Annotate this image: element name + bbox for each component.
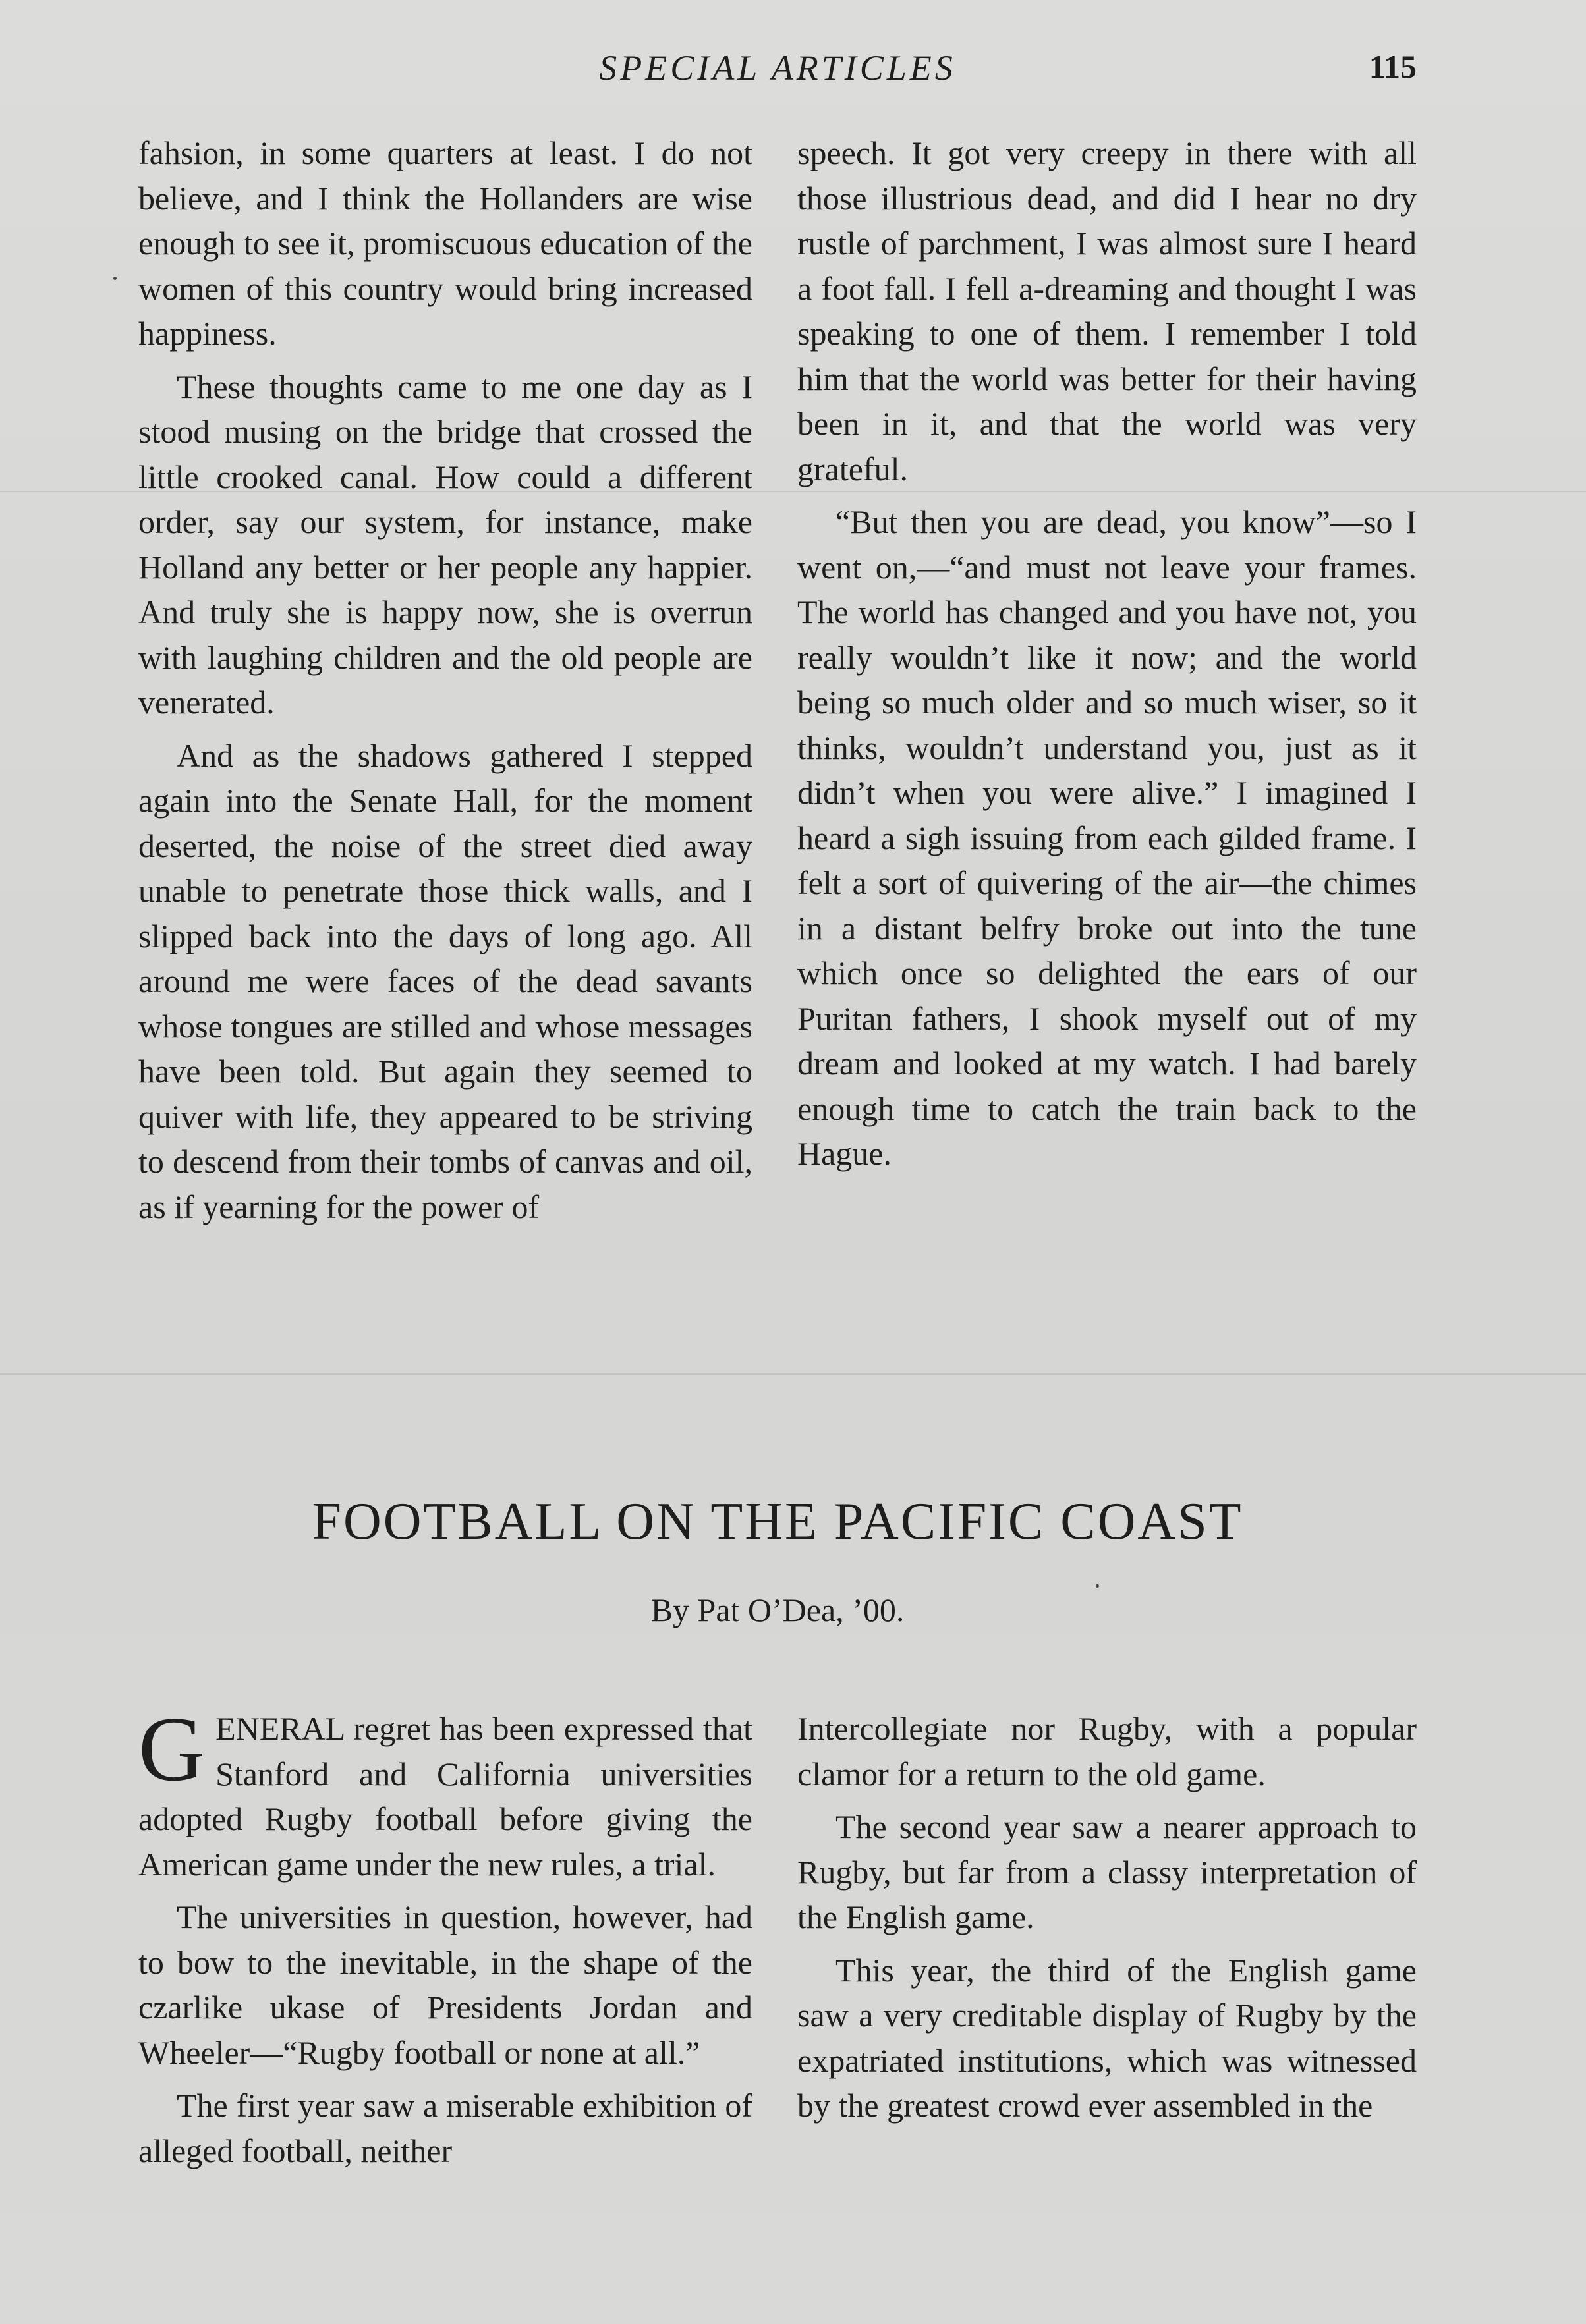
bottom-left-column [138,1698,752,2173]
ink-speck [1096,1584,1099,1588]
paragraph: This year, the third of the English game saw a very creditable display of Rugby by the expatriated institutions, which was witnessed by the greatest crowd ever assembled in the [797,1951,1417,2124]
article-title: FOOTBALL ON THE PACIFIC COAST [312,1493,1243,1551]
top-right-column [797,130,1417,1176]
paragraph: These thoughts came to me one day as I stood musing on the bridge that crossed the little crooked canal. How could a different order, say our system, for instance, make Holland any better or her people any happier. And truly she is happy now, she is overrun with laughing children and the old people are venerated. [138,368,752,721]
paragraph: Intercollegiate nor Rugby, with a popular clamor for a return to the old game. [797,1710,1417,1792]
paragraph: fahsion, in some quarters at least. I do not believe, and I think the Hollanders are wise enough to see it, promiscuous education of the women of this country would bring increased happiness. [138,134,752,352]
opening-paragraph [138,1698,752,1887]
top-left-column [138,130,752,1229]
running-title: SPECIAL ARTICLES [599,48,956,88]
paragraph: “But then you are dead, you know”—so I went on,—“and must not leave your frames. The world has changed and you have not, you really wouldn’t like it now; and the world being so much older and so much wiser, so it thinks, wouldn’t understand you, just as it didn’t when you were alive.” I imagined I heard a sigh issuing from each gilded frame. I felt a sort of quivering of the air—the chimes in a distant belfry broke out into the tune which once so delighted the ears of our Puritan fathers, I shook myself out of my dream and looked at my watch. I had barely enough time to catch the train back to the Hague. [797,503,1417,1172]
fold-line [0,1373,1586,1375]
paragraph: The first year saw a miserable exhibition of alleged football, neither [138,2087,752,2169]
paragraph: And as the shadows gathered I stepped again into the Senate Hall, for the moment deserted, the noise of the street died away unable to penetrate those thick walls, and I slipped back into the days of long ago. All around me were faces of the dead savants whose tongues are stilled and whose messages have been told. But again they seemed to quiver with life, they appeared to be striving to descend from their tombs of canvas and oil, as if yearning for the power of [138,736,752,1225]
byline: By Pat O’Dea, ’00. [650,1591,905,1628]
paragraph: The second year saw a nearer approach to Rugby, but far from a classy interpretation of the English game. [797,1808,1417,1935]
paragraph: speech. It got very creepy in there with all those illustrious dead, and did I hear no dry rustle of parchment, I was almost sure I heard a foot fall. I fell a-dreaming and thought I was speaking to one of them. I remember I told him that the world was better for their having been in it, and that the world was very grateful. [797,134,1417,487]
bottom-right-column [797,1706,1417,2128]
paragraph: The universities in question, however, had to bow to the inevitable, in the shape of the czarlike ukase of Presidents Jordan and Wheeler—“Rugby football or none at all.” [138,1898,752,2071]
page-number: 115 [1369,48,1417,85]
drop-cap: G [138,1698,206,1800]
opening-paragraph-text: ENERAL regret has been expressed that Stanford and California universities adopted Rugby football before giving the American game under the new rules, a trial. [138,1710,752,1883]
ink-speck [113,277,117,280]
page-header [138,41,1417,100]
